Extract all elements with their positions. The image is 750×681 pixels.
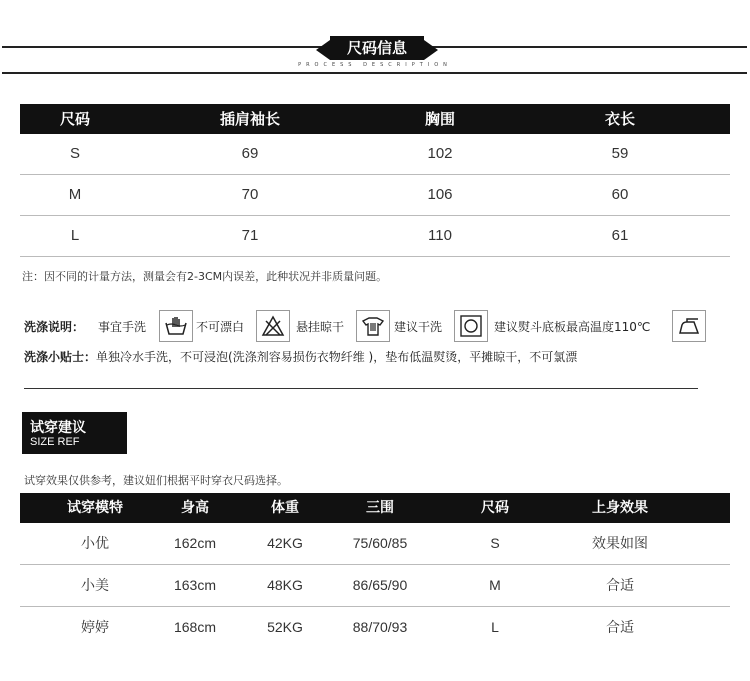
- size-row: [20, 175, 730, 216]
- iron-icon: [672, 310, 706, 342]
- section-subtitle: PROCESS DESCRIPTION: [298, 62, 452, 68]
- col-sleeve: 插肩袖长: [219, 110, 280, 128]
- try-on-row: [20, 523, 730, 565]
- cell-chest: 106: [427, 186, 453, 203]
- cell-sleeve: 69: [241, 145, 259, 162]
- cell-chest: 110: [428, 227, 452, 244]
- hand-wash-icon: [159, 310, 193, 342]
- try-on-table-header: [20, 493, 730, 523]
- cell-height: 168cm: [173, 619, 217, 635]
- cell-length: 61: [611, 227, 629, 244]
- divider: [24, 388, 698, 389]
- cell-size: S: [490, 535, 500, 551]
- col-height: 身高: [181, 500, 209, 516]
- cell-size: M: [489, 577, 501, 593]
- cell-length: 59: [611, 145, 629, 162]
- size-row: [20, 134, 730, 175]
- size-row: [20, 216, 730, 257]
- wash-tips: [24, 348, 577, 365]
- cell-weight: 48KG: [267, 577, 303, 593]
- cell-height: 163cm: [173, 577, 217, 593]
- try-on-row: [20, 607, 730, 648]
- try-on-subtitle: SIZE REF: [30, 436, 80, 448]
- cell-weight: 52KG: [267, 619, 303, 635]
- cell-model: 小美: [81, 577, 109, 593]
- col-model: 试穿模特: [67, 500, 123, 516]
- cell-chest: 102: [427, 145, 453, 162]
- cell-measurements: 75/60/85: [352, 535, 408, 551]
- size-table-header: [20, 104, 730, 134]
- wash-item-nobleach: 不可漂白: [196, 320, 245, 334]
- col-measurements: 三围: [366, 500, 394, 516]
- try-on-title: 试穿建议: [30, 420, 86, 436]
- cell-measurements: 86/65/90: [352, 577, 408, 593]
- wash-item-handwash: 事宜手洗: [98, 320, 147, 334]
- col-size: 尺码: [59, 110, 90, 128]
- col-length: 衣长: [604, 110, 635, 128]
- cell-fit: 合适: [606, 577, 634, 593]
- cell-size: M: [68, 186, 82, 203]
- try-on-note: 试穿效果仅供参考，建议妞们根据平时穿衣尺码选择。: [24, 474, 288, 487]
- wash-tips-text: 单独冷水手洗，不可浸泡(洗涤剂容易损伤衣物纤维 )，垫布低温熨烫，平摊晾干，不可氯漂: [96, 350, 578, 364]
- cell-height: 162cm: [173, 535, 217, 551]
- cell-model: 小优: [81, 535, 109, 551]
- col-size: 尺码: [481, 500, 509, 516]
- header-line-bottom: [2, 72, 747, 74]
- header-flag-left: [316, 40, 330, 60]
- cell-length: 60: [611, 186, 629, 203]
- col-chest: 胸围: [424, 110, 455, 128]
- cell-sleeve: 70: [241, 186, 259, 203]
- wash-label: 洗涤说明：: [24, 320, 85, 334]
- cell-size: L: [70, 227, 80, 244]
- cell-sleeve: 71: [241, 227, 259, 244]
- cell-measurements: 88/70/93: [352, 619, 408, 635]
- cell-fit: 合适: [606, 619, 634, 635]
- wash-item-dryclean: 建议干洗: [394, 320, 443, 334]
- cell-fit: 效果如图: [592, 535, 648, 551]
- hang-dry-icon: [356, 310, 390, 342]
- wash-item-hangdry: 悬挂晾干: [296, 320, 345, 334]
- measurement-note: 注：因不同的计量方法，测量会有2-3CM内误差，此种状况并非质量问题。: [22, 270, 388, 283]
- col-weight: 体重: [271, 500, 299, 516]
- col-fit: 上身效果: [592, 500, 648, 516]
- header-flag-right: [424, 40, 438, 60]
- cell-model: 婷婷: [81, 619, 109, 635]
- section-title: 尺码信息: [330, 36, 424, 60]
- try-on-row: [20, 565, 730, 607]
- wash-tips-label: 洗涤小贴士：: [24, 350, 97, 364]
- cell-weight: 42KG: [267, 535, 303, 551]
- wash-item-iron: 建议熨斗底板最高温度110℃: [494, 320, 651, 334]
- dry-clean-icon: [454, 310, 488, 342]
- cell-size: L: [491, 619, 499, 635]
- no-bleach-icon: [256, 310, 290, 342]
- try-on-badge: [22, 412, 127, 454]
- cell-size: S: [69, 145, 80, 162]
